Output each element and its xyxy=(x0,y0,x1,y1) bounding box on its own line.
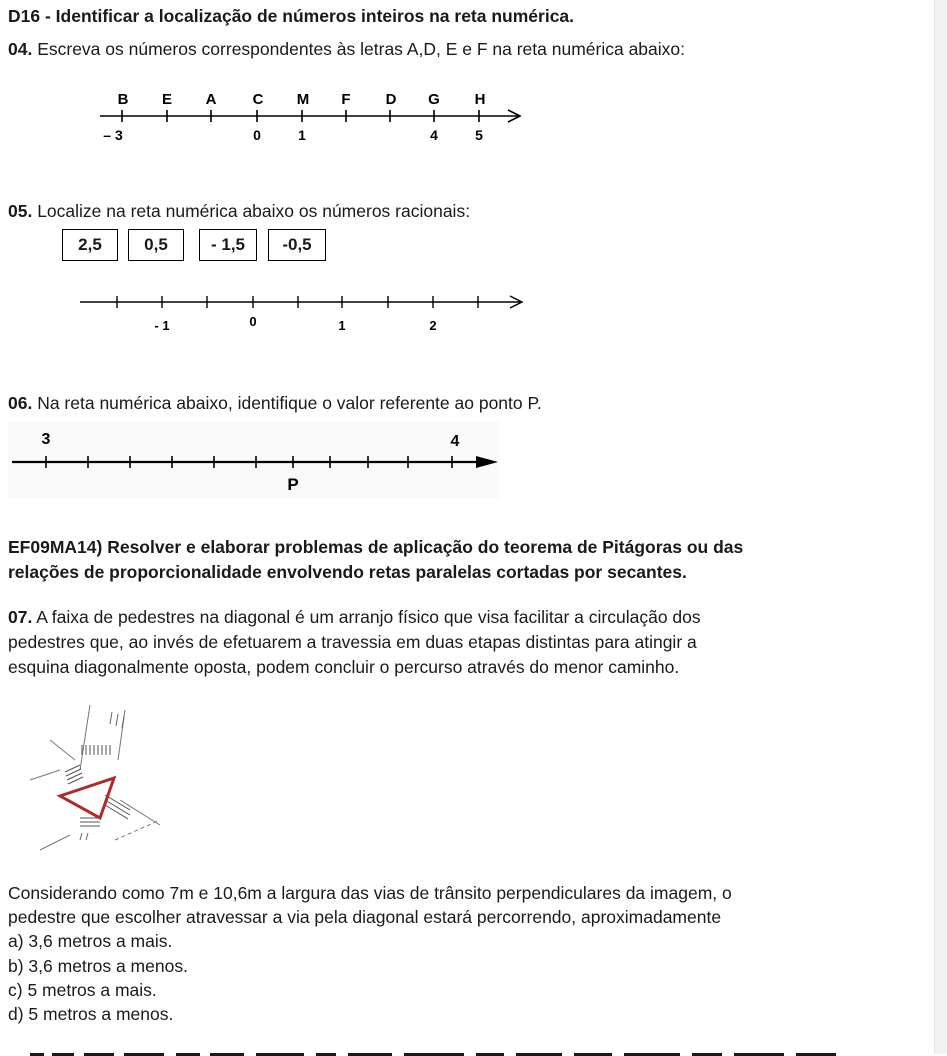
label-2: 2 xyxy=(429,318,437,333)
label-0: 0 xyxy=(249,314,257,329)
question-07-line1 xyxy=(8,607,701,628)
crosswalk-illustration xyxy=(20,700,170,860)
letter-D: D xyxy=(385,91,397,108)
label-5: 5 xyxy=(475,127,483,143)
letter-G: G xyxy=(428,91,440,108)
question-06-number: 06. xyxy=(8,393,33,413)
letter-F: F xyxy=(341,91,351,108)
skill-heading-ef09ma14-line1: EF09MA14) Resolver e elaborar problemas de aplicação do teorema de Pitágoras ou das xyxy=(8,537,744,557)
question-05 xyxy=(8,201,470,222)
question-04-number: 04. xyxy=(8,39,33,59)
question-07-line3: esquina diagonalmente oposta, podem concluir o percurso através do menor caminho. xyxy=(8,657,680,677)
label-3: 3 xyxy=(41,431,51,448)
question-07-line2: pedestres que, ao invés de efetuarem a travessia em duas etapas distintas para atingir a xyxy=(8,632,697,652)
letter-H: H xyxy=(474,91,486,108)
question-07-context-line1: Considerando como 7m e 10,6m a largura das vias de trânsito perpendiculares da imagem, o xyxy=(8,883,732,903)
option-a[interactable]: a) 3,6 metros a mais. xyxy=(8,931,173,951)
label-0: 0 xyxy=(253,127,261,143)
question-06 xyxy=(8,393,542,414)
letter-M: M xyxy=(296,91,310,108)
question-05-number: 05. xyxy=(8,201,33,221)
question-06-text: Na reta numérica abaixo, identifique o valor referente ao ponto P. xyxy=(32,393,542,413)
question-07-context-line2: pedestre que escolher atravessar a via pela diagonal estará percorrendo, aproximadamente xyxy=(8,907,722,927)
question-04 xyxy=(8,39,685,60)
letter-E: E xyxy=(161,91,173,108)
label-1: 1 xyxy=(338,318,346,333)
label-minus-3: – 3 xyxy=(103,127,123,143)
number-line-05 xyxy=(70,286,540,342)
number-line-04 xyxy=(80,84,540,156)
cut-off-next-line xyxy=(0,1044,935,1056)
label-4: 4 xyxy=(430,127,438,143)
letter-A: A xyxy=(205,91,217,108)
rational-box-minus-1-5: - 1,5 xyxy=(199,229,257,261)
number-line-06 xyxy=(8,422,508,500)
point-P-label: P xyxy=(287,475,299,494)
option-d[interactable]: d) 5 metros a menos. xyxy=(8,1004,174,1024)
skill-heading-d16: D16 - Identificar a localização de números inteiros na reta numérica. xyxy=(8,6,575,26)
question-04-text: Escreva os números correspondentes às letras A,D, E e F na reta numérica abaixo: xyxy=(32,39,686,59)
question-07-text-line1: A faixa de pedestres na diagonal é um arranjo físico que visa facilitar a circulação dos xyxy=(32,607,701,627)
label-minus-1: - 1 xyxy=(154,318,170,333)
rational-box-0-5: 0,5 xyxy=(128,229,184,261)
option-c[interactable]: c) 5 metros a mais. xyxy=(8,980,157,1000)
label-4: 4 xyxy=(450,433,460,450)
question-07-number: 07. xyxy=(8,607,33,627)
vertical-scrollbar[interactable] xyxy=(934,0,947,1054)
option-b[interactable]: b) 3,6 metros a menos. xyxy=(8,956,188,976)
letter-B: B xyxy=(117,91,129,108)
label-1: 1 xyxy=(298,127,306,143)
rational-box-2-5: 2,5 xyxy=(62,229,118,261)
rational-box-minus-0-5: -0,5 xyxy=(268,229,326,261)
letter-C: C xyxy=(252,91,264,108)
skill-heading-ef09ma14-line2: relações de proporcionalidade envolvendo retas paralelas cortadas por secantes. xyxy=(8,562,687,582)
question-05-text: Localize na reta numérica abaixo os números racionais: xyxy=(32,201,471,221)
